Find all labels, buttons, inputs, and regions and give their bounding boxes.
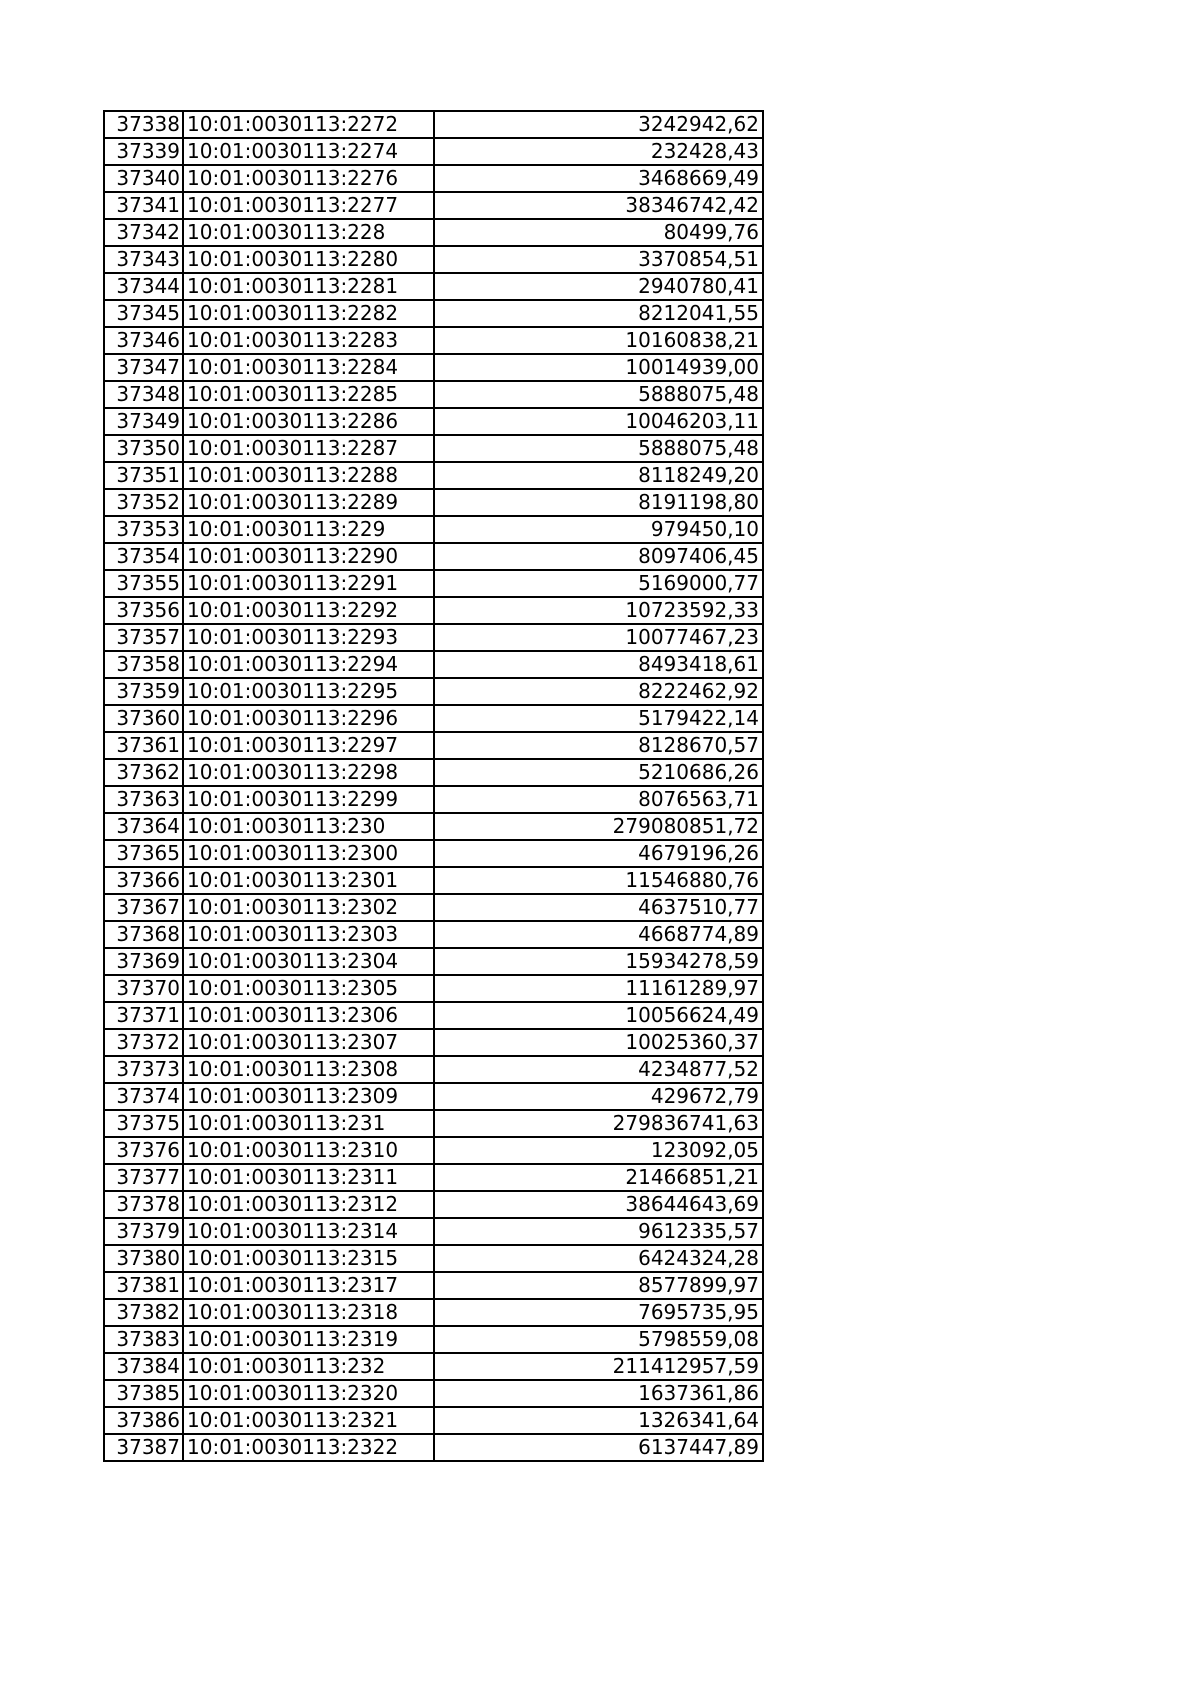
cadastral-number-cell: 10:01:0030113:2306	[183, 1002, 434, 1029]
row-number-cell: 37354	[104, 543, 183, 570]
row-number-cell: 37358	[104, 651, 183, 678]
cadastral-number-cell: 10:01:0030113:2309	[183, 1083, 434, 1110]
cadastral-number-cell: 10:01:0030113:2291	[183, 570, 434, 597]
row-number-cell: 37355	[104, 570, 183, 597]
row-number-cell: 37365	[104, 840, 183, 867]
row-number-cell: 37346	[104, 327, 183, 354]
cadastral-value-cell: 11546880,76	[434, 867, 763, 894]
cadastral-value-cell: 15934278,59	[434, 948, 763, 975]
row-number-cell: 37342	[104, 219, 183, 246]
table-row	[104, 894, 763, 921]
row-number-cell: 37369	[104, 948, 183, 975]
row-number-cell: 37380	[104, 1245, 183, 1272]
row-number-cell: 37376	[104, 1137, 183, 1164]
cadastral-value-cell: 10077467,23	[434, 624, 763, 651]
table-row	[104, 1299, 763, 1326]
table-row	[104, 1056, 763, 1083]
table-row	[104, 786, 763, 813]
cadastral-number-cell: 10:01:0030113:2305	[183, 975, 434, 1002]
table-row	[104, 840, 763, 867]
row-number-cell: 37364	[104, 813, 183, 840]
cadastral-number-cell: 10:01:0030113:229	[183, 516, 434, 543]
cadastral-value-cell: 4234877,52	[434, 1056, 763, 1083]
cadastral-number-cell: 10:01:0030113:228	[183, 219, 434, 246]
cadastral-number-cell: 10:01:0030113:2311	[183, 1164, 434, 1191]
cadastral-number-cell: 10:01:0030113:2317	[183, 1272, 434, 1299]
cadastral-value-cell: 8128670,57	[434, 732, 763, 759]
table-row	[104, 516, 763, 543]
table-row	[104, 111, 763, 138]
cadastral-number-cell: 10:01:0030113:2281	[183, 273, 434, 300]
table-body	[104, 111, 763, 1461]
cadastral-value-cell: 8222462,92	[434, 678, 763, 705]
row-number-cell: 37344	[104, 273, 183, 300]
cadastral-value-cell: 6424324,28	[434, 1245, 763, 1272]
cadastral-number-cell: 10:01:0030113:2298	[183, 759, 434, 786]
row-number-cell: 37387	[104, 1434, 183, 1461]
row-number-cell: 37345	[104, 300, 183, 327]
table-row	[104, 327, 763, 354]
row-number-cell: 37386	[104, 1407, 183, 1434]
cadastral-value-cell: 5169000,77	[434, 570, 763, 597]
cadastral-value-cell: 5798559,08	[434, 1326, 763, 1353]
cadastral-value-cell: 7695735,95	[434, 1299, 763, 1326]
table-row	[104, 1407, 763, 1434]
cadastral-value-cell: 10025360,37	[434, 1029, 763, 1056]
table-row	[104, 219, 763, 246]
cadastral-value-cell: 3468669,49	[434, 165, 763, 192]
row-number-cell: 37373	[104, 1056, 183, 1083]
cadastral-number-cell: 10:01:0030113:2312	[183, 1191, 434, 1218]
table-row	[104, 1326, 763, 1353]
cadastral-value-cell: 10046203,11	[434, 408, 763, 435]
table-row	[104, 1272, 763, 1299]
table-row	[104, 759, 763, 786]
cadastral-number-cell: 10:01:0030113:2274	[183, 138, 434, 165]
row-number-cell: 37363	[104, 786, 183, 813]
cadastral-number-cell: 10:01:0030113:2310	[183, 1137, 434, 1164]
cadastral-number-cell: 10:01:0030113:2300	[183, 840, 434, 867]
row-number-cell: 37370	[104, 975, 183, 1002]
table-row	[104, 975, 763, 1002]
cadastral-value-cell: 5179422,14	[434, 705, 763, 732]
cadastral-value-cell: 429672,79	[434, 1083, 763, 1110]
table-row	[104, 381, 763, 408]
cadastral-number-cell: 10:01:0030113:232	[183, 1353, 434, 1380]
table-row	[104, 1110, 763, 1137]
table-row	[104, 570, 763, 597]
table-row	[104, 867, 763, 894]
cadastral-value-cell: 232428,43	[434, 138, 763, 165]
cadastral-number-cell: 10:01:0030113:2272	[183, 111, 434, 138]
table-row	[104, 300, 763, 327]
cadastral-value-cell: 8076563,71	[434, 786, 763, 813]
table-row	[104, 651, 763, 678]
table-row	[104, 1083, 763, 1110]
cadastral-number-cell: 10:01:0030113:2299	[183, 786, 434, 813]
cadastral-number-cell: 10:01:0030113:2294	[183, 651, 434, 678]
row-number-cell: 37379	[104, 1218, 183, 1245]
cadastral-value-cell: 10056624,49	[434, 1002, 763, 1029]
cadastral-number-cell: 10:01:0030113:2320	[183, 1380, 434, 1407]
row-number-cell: 37368	[104, 921, 183, 948]
row-number-cell: 37378	[104, 1191, 183, 1218]
table-row	[104, 192, 763, 219]
table-row	[104, 1137, 763, 1164]
row-number-cell: 37359	[104, 678, 183, 705]
cadastral-number-cell: 10:01:0030113:2293	[183, 624, 434, 651]
cadastral-number-cell: 10:01:0030113:2290	[183, 543, 434, 570]
cadastral-value-cell: 10014939,00	[434, 354, 763, 381]
table-row	[104, 1245, 763, 1272]
row-number-cell: 37383	[104, 1326, 183, 1353]
table-row	[104, 732, 763, 759]
cadastral-number-cell: 10:01:0030113:2296	[183, 705, 434, 732]
row-number-cell: 37367	[104, 894, 183, 921]
cadastral-number-cell: 10:01:0030113:2321	[183, 1407, 434, 1434]
row-number-cell: 37348	[104, 381, 183, 408]
cadastral-value-cell: 4637510,77	[434, 894, 763, 921]
table-row	[104, 597, 763, 624]
cadastral-value-cell: 10160838,21	[434, 327, 763, 354]
row-number-cell: 37372	[104, 1029, 183, 1056]
cadastral-value-cell: 1326341,64	[434, 1407, 763, 1434]
cadastral-number-cell: 10:01:0030113:2302	[183, 894, 434, 921]
cadastral-number-cell: 10:01:0030113:2295	[183, 678, 434, 705]
table-row	[104, 165, 763, 192]
row-number-cell: 37356	[104, 597, 183, 624]
table-row	[104, 1380, 763, 1407]
row-number-cell: 37362	[104, 759, 183, 786]
cadastral-number-cell: 10:01:0030113:2292	[183, 597, 434, 624]
row-number-cell: 37371	[104, 1002, 183, 1029]
table-row	[104, 1002, 763, 1029]
row-number-cell: 37343	[104, 246, 183, 273]
cadastral-number-cell: 10:01:0030113:2304	[183, 948, 434, 975]
table-row	[104, 408, 763, 435]
cadastral-number-cell: 10:01:0030113:2318	[183, 1299, 434, 1326]
cadastral-value-cell: 8577899,97	[434, 1272, 763, 1299]
row-number-cell: 37353	[104, 516, 183, 543]
cadastral-value-cell: 4668774,89	[434, 921, 763, 948]
table-row	[104, 489, 763, 516]
cadastral-number-cell: 10:01:0030113:2287	[183, 435, 434, 462]
row-number-cell: 37357	[104, 624, 183, 651]
cadastral-number-cell: 10:01:0030113:2289	[183, 489, 434, 516]
row-number-cell: 37361	[104, 732, 183, 759]
row-number-cell: 37350	[104, 435, 183, 462]
cadastral-value-cell: 2940780,41	[434, 273, 763, 300]
row-number-cell: 37351	[104, 462, 183, 489]
table-row	[104, 705, 763, 732]
cadastral-number-cell: 10:01:0030113:2276	[183, 165, 434, 192]
cadastral-number-cell: 10:01:0030113:2288	[183, 462, 434, 489]
cadastral-value-cell: 6137447,89	[434, 1434, 763, 1461]
cadastral-number-cell: 10:01:0030113:2282	[183, 300, 434, 327]
row-number-cell: 37352	[104, 489, 183, 516]
row-number-cell: 37347	[104, 354, 183, 381]
row-number-cell: 37339	[104, 138, 183, 165]
cadastral-value-cell: 80499,76	[434, 219, 763, 246]
cadastral-number-cell: 10:01:0030113:2315	[183, 1245, 434, 1272]
cadastral-number-cell: 10:01:0030113:2297	[183, 732, 434, 759]
cadastral-number-cell: 10:01:0030113:230	[183, 813, 434, 840]
row-number-cell: 37382	[104, 1299, 183, 1326]
table-row	[104, 462, 763, 489]
row-number-cell: 37384	[104, 1353, 183, 1380]
cadastral-number-cell: 10:01:0030113:2283	[183, 327, 434, 354]
table-row	[104, 273, 763, 300]
row-number-cell: 37375	[104, 1110, 183, 1137]
row-number-cell: 37360	[104, 705, 183, 732]
row-number-cell: 37349	[104, 408, 183, 435]
cadastral-value-cell: 3370854,51	[434, 246, 763, 273]
cadastral-value-cell: 38346742,42	[434, 192, 763, 219]
cadastral-number-cell: 10:01:0030113:2307	[183, 1029, 434, 1056]
table-row	[104, 354, 763, 381]
cadastral-value-cell: 10723592,33	[434, 597, 763, 624]
table-row	[104, 1434, 763, 1461]
cadastral-value-cell: 4679196,26	[434, 840, 763, 867]
table-row	[104, 1029, 763, 1056]
cadastral-number-cell: 10:01:0030113:2322	[183, 1434, 434, 1461]
row-number-cell: 37377	[104, 1164, 183, 1191]
row-number-cell: 37340	[104, 165, 183, 192]
cadastral-value-table	[103, 110, 764, 1462]
cadastral-number-cell: 10:01:0030113:2277	[183, 192, 434, 219]
cadastral-value-cell: 21466851,21	[434, 1164, 763, 1191]
cadastral-number-cell: 10:01:0030113:2314	[183, 1218, 434, 1245]
cadastral-value-cell: 8191198,80	[434, 489, 763, 516]
row-number-cell: 37341	[104, 192, 183, 219]
row-number-cell: 37366	[104, 867, 183, 894]
table-row	[104, 1164, 763, 1191]
cadastral-number-cell: 10:01:0030113:2301	[183, 867, 434, 894]
cadastral-number-cell: 10:01:0030113:2280	[183, 246, 434, 273]
table-row	[104, 1353, 763, 1380]
row-number-cell: 37385	[104, 1380, 183, 1407]
cadastral-number-cell: 10:01:0030113:2319	[183, 1326, 434, 1353]
table-row	[104, 138, 763, 165]
row-number-cell: 37338	[104, 111, 183, 138]
cadastral-value-cell: 5210686,26	[434, 759, 763, 786]
cadastral-value-cell: 8212041,55	[434, 300, 763, 327]
table-row	[104, 435, 763, 462]
cadastral-number-cell: 10:01:0030113:2303	[183, 921, 434, 948]
table-row	[104, 1191, 763, 1218]
cadastral-value-cell: 5888075,48	[434, 435, 763, 462]
cadastral-value-cell: 38644643,69	[434, 1191, 763, 1218]
cadastral-value-cell: 123092,05	[434, 1137, 763, 1164]
cadastral-value-cell: 279080851,72	[434, 813, 763, 840]
table-row	[104, 543, 763, 570]
row-number-cell: 37381	[104, 1272, 183, 1299]
table-row	[104, 813, 763, 840]
cadastral-value-cell: 8118249,20	[434, 462, 763, 489]
cadastral-value-cell: 5888075,48	[434, 381, 763, 408]
cadastral-number-cell: 10:01:0030113:2286	[183, 408, 434, 435]
table-row	[104, 246, 763, 273]
cadastral-value-cell: 1637361,86	[434, 1380, 763, 1407]
cadastral-number-cell: 10:01:0030113:2284	[183, 354, 434, 381]
cadastral-value-cell: 3242942,62	[434, 111, 763, 138]
row-number-cell: 37374	[104, 1083, 183, 1110]
table-row	[104, 1218, 763, 1245]
table-row	[104, 678, 763, 705]
cadastral-value-cell: 9612335,57	[434, 1218, 763, 1245]
cadastral-value-cell: 11161289,97	[434, 975, 763, 1002]
cadastral-value-cell: 279836741,63	[434, 1110, 763, 1137]
cadastral-number-cell: 10:01:0030113:2285	[183, 381, 434, 408]
cadastral-value-cell: 211412957,59	[434, 1353, 763, 1380]
cadastral-value-cell: 8097406,45	[434, 543, 763, 570]
table-row	[104, 921, 763, 948]
cadastral-value-cell: 8493418,61	[434, 651, 763, 678]
cadastral-value-cell: 979450,10	[434, 516, 763, 543]
cadastral-number-cell: 10:01:0030113:2308	[183, 1056, 434, 1083]
table-row	[104, 624, 763, 651]
cadastral-number-cell: 10:01:0030113:231	[183, 1110, 434, 1137]
table-row	[104, 948, 763, 975]
